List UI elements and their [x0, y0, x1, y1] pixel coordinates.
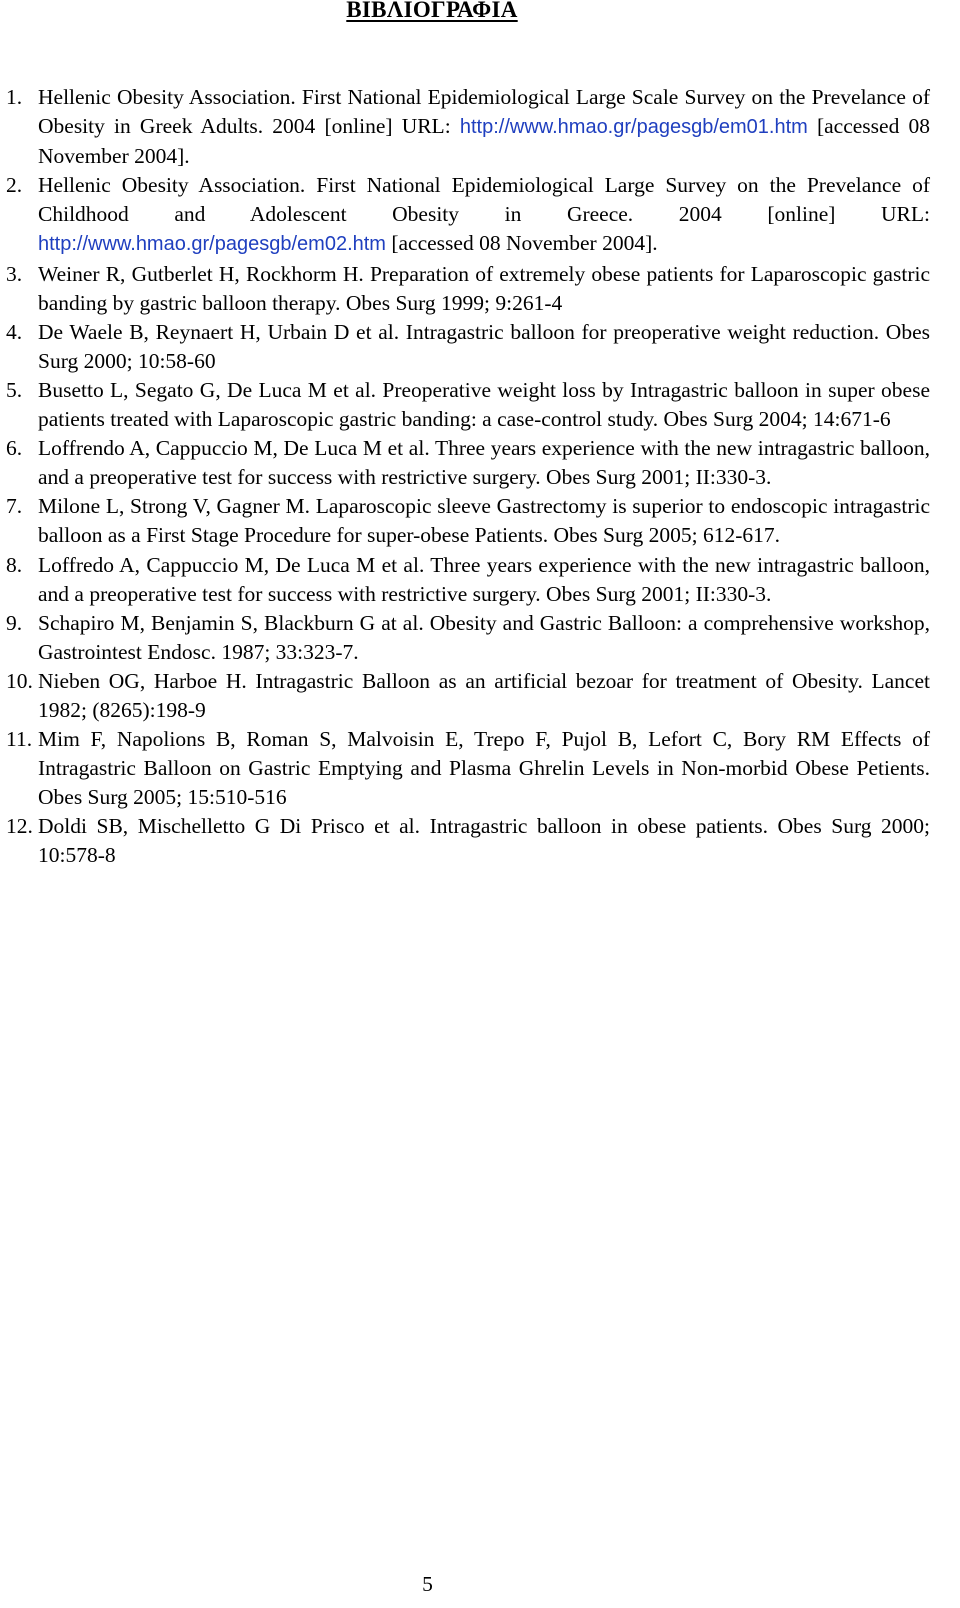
reference-number: 4.	[6, 319, 23, 344]
reference-item	[6, 609, 930, 667]
reference-text: Loffrendo A, Cappuccio M, De Luca M et al. Three years experience with the new intragastric balloon, and a preoperative test for success with restrictive surgery. Obes Surg 2001; II:330-3.	[38, 436, 930, 490]
reference-item	[6, 492, 930, 550]
reference-list	[6, 83, 930, 871]
reference-item	[6, 376, 930, 434]
reference-text: Hellenic Obesity Association. First National Epidemiological Large Survey on the Prevelance of Childhood and Adolescent Obesity in Greece. 2004 [online] URL:	[38, 173, 930, 227]
reference-text: Schapiro M, Benjamin S, Blackburn G at al. Obesity and Gastric Balloon: a comprehensive workshop, Gastrointest Endosc. 1987; 33:323-7.	[38, 610, 930, 664]
reference-number: 7.	[6, 494, 23, 519]
reference-text-suffix: [accessed 08 November 2004].	[38, 114, 930, 169]
reference-text: Nieben OG, Harboe H. Intragastric Balloon as an artificial bezoar for treatment of Obesity. Lancet 1982; (8265):198-9	[38, 668, 930, 722]
reference-number: 8.	[6, 552, 23, 577]
page-title: ΒΙΒΛΙΟΓΡΑΦΙΑ	[346, 0, 518, 22]
reference-url[interactable]: http://www.hmao.gr/pagesgb/em01.htm	[459, 116, 808, 139]
reference-number: 3.	[6, 261, 23, 286]
reference-item	[6, 171, 930, 259]
reference-number: 9.	[6, 610, 23, 635]
reference-text: De Waele B, Reynaert H, Urbain D et al. Intragastric balloon for preoperative weight reduction. Obes Surg 2000; 10:58-60	[38, 319, 930, 373]
reference-text: Weiner R, Gutberlet H, Rockhorm H. Preparation of extremely obese patients for Laparoscopic gastric banding by gastric balloon therapy. Obes Surg 1999; 9:261-4	[38, 261, 930, 315]
reference-number: 12.	[6, 814, 33, 839]
reference-number: 10.	[6, 668, 33, 693]
reference-item	[6, 260, 930, 318]
reference-item	[6, 434, 930, 492]
reference-number: 2.	[6, 173, 23, 198]
reference-text-suffix: [accessed 08 November 2004].	[385, 231, 658, 256]
reference-item	[6, 725, 930, 812]
reference-url[interactable]: http://www.hmao.gr/pagesgb/em02.htm	[38, 233, 386, 256]
reference-number: 5.	[6, 377, 23, 402]
reference-number: 11.	[6, 727, 33, 752]
reference-item	[6, 812, 930, 870]
reference-item	[6, 551, 930, 609]
reference-item	[6, 318, 930, 376]
reference-number: 6.	[6, 436, 23, 461]
reference-text: Mim F, Napolions B, Roman S, Malvoisin E, Trepo F, Pujol B, Lefort C, Bory RM Effects of Intragastric Balloon on Gastric Emptying and Plasma Ghrelin Levels in Non-morbid Obese Petients. Obes Surg 2005; 15:510-516	[38, 727, 930, 810]
reference-text: Busetto L, Segato G, De Luca M et al. Preoperative weight loss by Intragastric balloon in super obese patients treated with Laparoscopic gastric banding: a case-control study. Obes Surg 2004; 14:671-6	[38, 377, 930, 432]
reference-text: Hellenic Obesity Association. First National Epidemiological Large Scale Survey on the Prevelance of Obesity in Greek Adults. 2004 [online] URL:	[38, 85, 930, 139]
reference-item	[6, 667, 930, 725]
reference-item	[6, 83, 930, 171]
reference-text: Loffredo A, Cappuccio M, De Luca M et al. Three years experience with the new intragastric balloon, and a preoperative test for success with restrictive surgery. Obes Surg 2001; II:330-3.	[38, 552, 930, 606]
reference-text: Milone L, Strong V, Gagner M. Laparoscopic sleeve Gastrectomy is superior to endoscopic intragastric balloon as a First Stage Procedure for super-obese Patients. Obes Surg 2005; 612-617.	[38, 494, 930, 548]
reference-number: 1.	[6, 85, 23, 109]
page-number: 5	[422, 1572, 433, 1596]
reference-text: Doldi SB, Mischelletto G Di Prisco et al. Intragastric balloon in obese patients. Obes Surg 2000; 10:578-8	[38, 814, 930, 868]
